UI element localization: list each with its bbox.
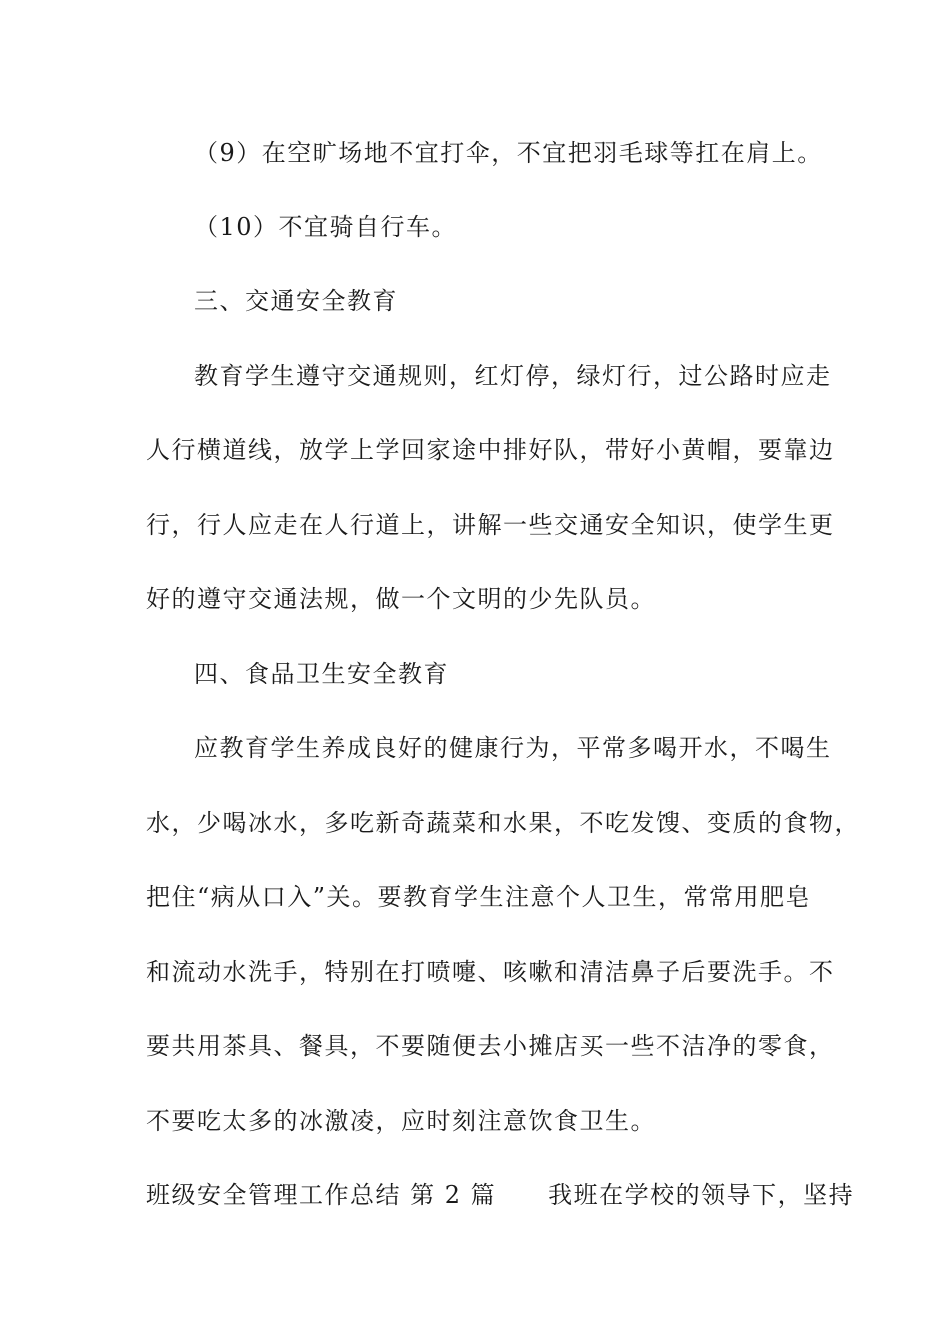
paragraph-line: 和流动水洗手，特别在打喷嚏、咳嗽和清洁鼻子后要洗手。不 bbox=[146, 958, 835, 986]
paragraph-line: 不要吃太多的冰激凌，应时刻注意饮食卫生。 bbox=[146, 1107, 656, 1135]
paragraph-line: 行，行人应走在人行道上，讲解一些交通安全知识，使学生更 bbox=[146, 511, 835, 539]
paragraph-line: 水，少喝冰水，多吃新奇蔬菜和水果，不吃发馊、变质的食物， bbox=[146, 809, 860, 837]
article-opening-text: 我班在学校的领导下，坚持 bbox=[548, 1181, 855, 1209]
next-article-line bbox=[146, 1180, 854, 1210]
article-title: 班级安全管理工作总结 bbox=[146, 1181, 401, 1209]
paragraph-line: 人行横道线，放学上学回家途中排好队，带好小黄帽，要靠边 bbox=[146, 436, 835, 464]
paragraph-line: （9）在空旷场地不宜打伞，不宜把羽毛球等扛在肩上。 bbox=[194, 139, 823, 167]
paragraph-line: 把住“病从口入”关。要教育学生注意个人卫生，常常用肥皂 bbox=[146, 883, 812, 911]
paragraph-line: 要共用茶具、餐具，不要随便去小摊店买一些不洁净的零食， bbox=[146, 1032, 835, 1060]
article-part: 第 2 篇 bbox=[410, 1181, 497, 1209]
section-heading: 三、交通安全教育 bbox=[194, 287, 398, 315]
paragraph-line: 应教育学生养成良好的健康行为，平常多喝开水，不喝生 bbox=[194, 734, 832, 762]
paragraph-line: 好的遵守交通法规，做一个文明的少先队员。 bbox=[146, 585, 656, 613]
paragraph-line: 教育学生遵守交通规则，红灯停，绿灯行，过公路时应走 bbox=[194, 362, 832, 390]
paragraph-line: （10）不宜骑自行车。 bbox=[194, 213, 458, 241]
section-heading: 四、食品卫生安全教育 bbox=[194, 660, 449, 688]
